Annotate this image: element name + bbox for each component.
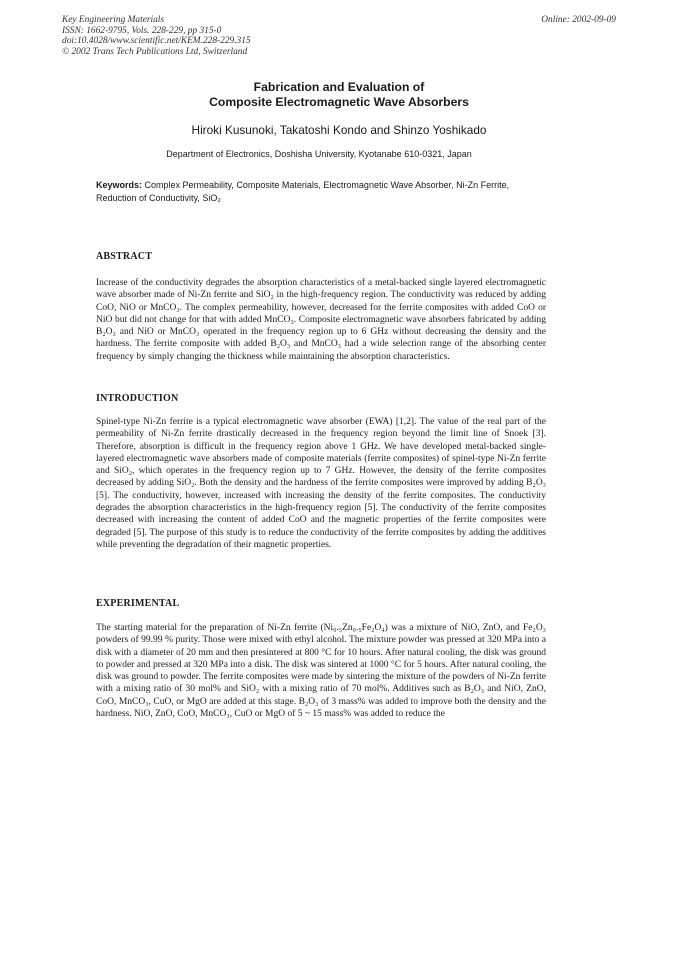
online-date: Online: 2002-09-09 [541,15,616,25]
experimental-heading: EXPERIMENTAL [96,598,180,609]
title-line-2: Composite Electromagnetic Wave Absorbers [209,95,469,109]
authors: Hiroki Kusunoki, Takatoshi Kondo and Shinzo Yoshikado [191,123,487,137]
title-line-1: Fabrication and Evaluation of [253,80,425,94]
introduction-heading: INTRODUCTION [96,393,179,404]
doi-line[interactable]: doi:10.4028/www.scientific.net/KEM.228-229.315 [62,36,251,47]
abstract-text: Increase of the conductivity degrades the absorption characteristics of a metal-backed single layered electromagnetic wave absorber made of Ni-Zn ferrite and SiO₂ in the high-frequency region. The conductivity was reduced by adding CoO, NiO or MnCO₃. The complex permeability, however, decreased for the ferrite composites with added CoO or NiO but did not change for that with added MnCO₃. Composite electromagnetic wave absorbers fabricated by adding B₂O₃ and NiO or MnCO₃ operated in the frequency region up to 6 GHz without decreasing the density and the hardness. The ferrite composite with added B₂O₃ and MnCO₃ had a wide selection range of the absorbing center frequency by simply changing the thickness while maintaining the absorption characteristics. [96,278,546,362]
keywords [96,179,536,204]
abstract-heading: ABSTRACT [96,251,153,262]
introduction-text: Spinel-type Ni-Zn ferrite is a typical electromagnetic wave absorber (EWA) [1,2]. The value of the real part of the permeability of Ni-Zn ferrite drastically decreased in the frequency region beyond the limit line of Snoek [3]. Therefore, absorption is difficult in the frequency region above 1 GHz. We have developed metal-backed single-layered electromagnetic wave absorbers made of composite materials (ferrite composites) of spinel-type Ni-Zn ferrite and SiO₂, which operates in the frequency region up to 7 GHz. However, the density of the ferrite composites decreased by adding SiO₂. Both the density and the hardness of the ferrite composites were improved by adding B₂O₃ [5]. The conductivity, however, increased with increasing the density of the ferrite composites. The conductivity degrades the absorption characteristics in the high-frequency region [5]. The conductivity of the ferrite composites decreased with increasing the content of added CoO and the magnetic properties of the ferrite composites were degraded [5]. The purpose of this study is to reduce the conductivity of the ferrite composites by adding the additives while preventing the degradation of their magnetic properties. [96,417,546,550]
paper-title [0,80,678,110]
issn-line: ISSN: 1662-9795, Vols. 228-229, pp 315-0 [62,25,222,36]
experimental-text: The starting material for the preparation of Ni-Zn ferrite (Ni₀.₅Zn₀.₅Fe₂O₄) was a mixture of NiO, ZnO, and Fe₂O₃ powders of 99.99 % purity. Those were mixed with ethyl alcohol. The mixture powder was pressed at 320 MPa into a disk with a diameter of 20 mm and then presintered at 800 °C for 10 hours. After natural cooling, the disk was ground to powder and pressed at 320 MPa into a disk. The disk was sintered at 1000 °C for 5 hours. After natural cooling, the disk was ground to powder. The ferrite composites were made by sintering the mixture of the powders of Ni-Zn ferrite with a mixing ratio of 30 mol% and SiO₂ with a mixing ratio of 70 mol%. Additives such as B₂O₃ and NiO, ZnO, CoO, MnCO₃, CuO, or MgO are added at this stage. B₂O₃ of 3 mass% was added to improve both the density and the hardness. NiO, ZnO, CoO, MnCO₃, CuO or MgO of 5 ~ 15 mass% was added to reduce the [96,623,546,720]
keywords-text: Complex Permeability, Composite Materials, Electromagnetic Wave Absorber, Ni-Zn Ferrite, Reduction of Conductivity, SiO₂ [96,180,510,203]
copyright-line: © 2002 Trans Tech Publications Ltd, Switzerland [62,46,248,57]
affiliation: Department of Electronics, Doshisha University, Kyotanabe 610-0321, Japan [166,149,472,159]
keywords-label: Keywords: [96,180,143,190]
journal-header [62,15,251,57]
journal-name: Key Engineering Materials [62,15,165,25]
